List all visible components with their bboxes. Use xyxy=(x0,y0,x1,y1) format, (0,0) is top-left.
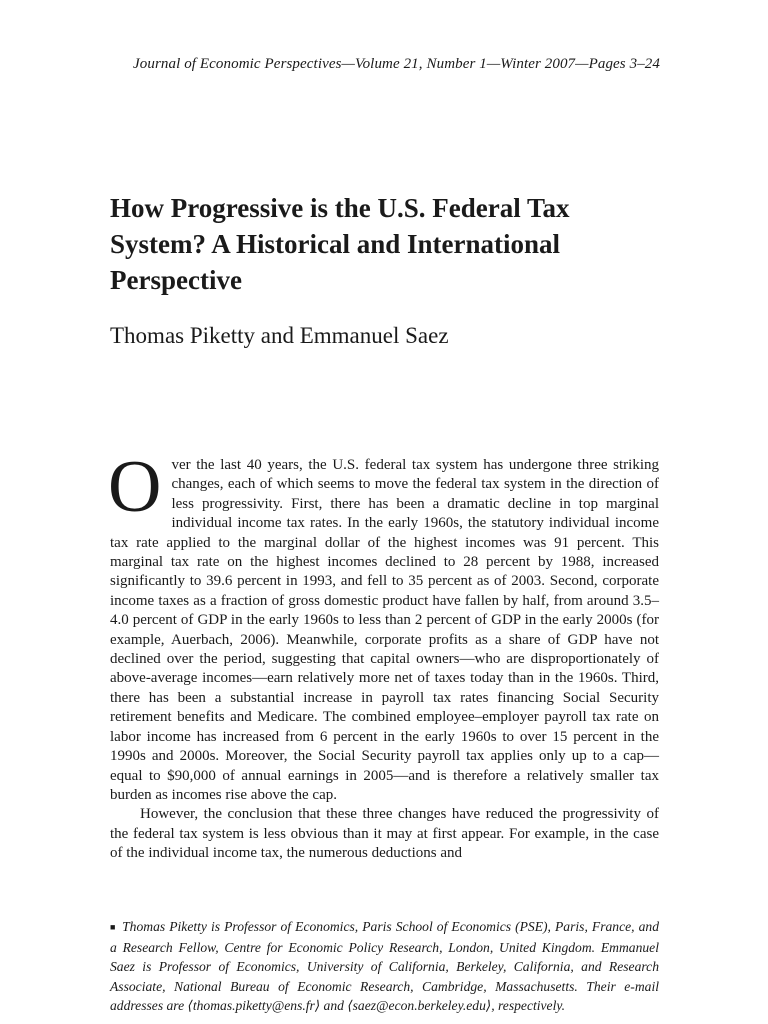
article-title: How Progressive is the U.S. Federal Tax System? A Historical and International Perspective xyxy=(110,193,570,295)
article-authors: Thomas Piketty and Emmanuel Saez xyxy=(110,323,449,348)
author-footnote xyxy=(110,917,659,1015)
drop-cap: O xyxy=(108,446,162,528)
footnote-marker-icon: ■ xyxy=(110,922,117,932)
footnote-text: Thomas Piketty is Professor of Economics, Paris School of Economics (PSE), Paris, France, and a Research Fellow, Centre for Economic Policy Research, London, United Kingdom. Emmanuel Saez is Professor of Economics, University of California, Berkeley, California, and Research Associate, National Bureau of Economic Research, Cambridge, Massachusetts. Their e-mail addresses are ⟨thomas.piketty@ens.fr⟩ and ⟨saez@econ.berkeley.edu⟩, respectively. xyxy=(110,919,660,1013)
body-paragraph-1 xyxy=(108,446,659,805)
body-paragraph-2: However, the conclusion that these three changes have reduced the progressivity of the federal tax system is less obvious than it may at first appear. For example, in the case of the individual income tax, the numerous deductions and xyxy=(110,806,659,862)
paragraph-1-text: ver the last 40 years, the U.S. federal tax system has undergone three striking changes, each of which seems to move the federal tax system in the direction of less progressivity. First, there has been a dramatic decline in top marginal individual income tax rates. In the early 1960s, the statutory individual income tax rate applied to the marginal dollar of the highest incomes was 91 percent. This marginal tax rate on the highest incomes declined to 28 percent by 1988, increased significantly to 39.6 percent in 1993, and fell to 35 percent as of 2003. Second, corporate income taxes as a fraction of gross domestic product have fallen by half, from around 3.5–4.0 percent of GDP in the early 1960s to less than 2 percent of GDP in the early 2000s (for example, Auerbach, 2006). Meanwhile, corporate profits as a share of GDP have not declined over the period, suggesting that capital owners—who are disproportionately of above-average incomes—earn relatively more net of taxes today than in the 1960s. Third, there has been a substantial increase in payroll tax rates financing Social Security retirement benefits and Medicare. The combined employee–employer payroll tax rate on labor income has increased from 6 percent in the early 1960s to over 15 percent in the 1990s and 2000s. Moreover, the Social Security payroll tax applies only up to a cap—equal to $90,000 of annual earnings in 2005—and is therefore a relatively smaller tax burden as incomes rise above the cap. xyxy=(110,457,659,803)
journal-citation-header: Journal of Economic Perspectives—Volume 21, Number 1—Winter 2007—Pages 3–24 xyxy=(132,56,660,72)
article-body xyxy=(108,446,659,864)
